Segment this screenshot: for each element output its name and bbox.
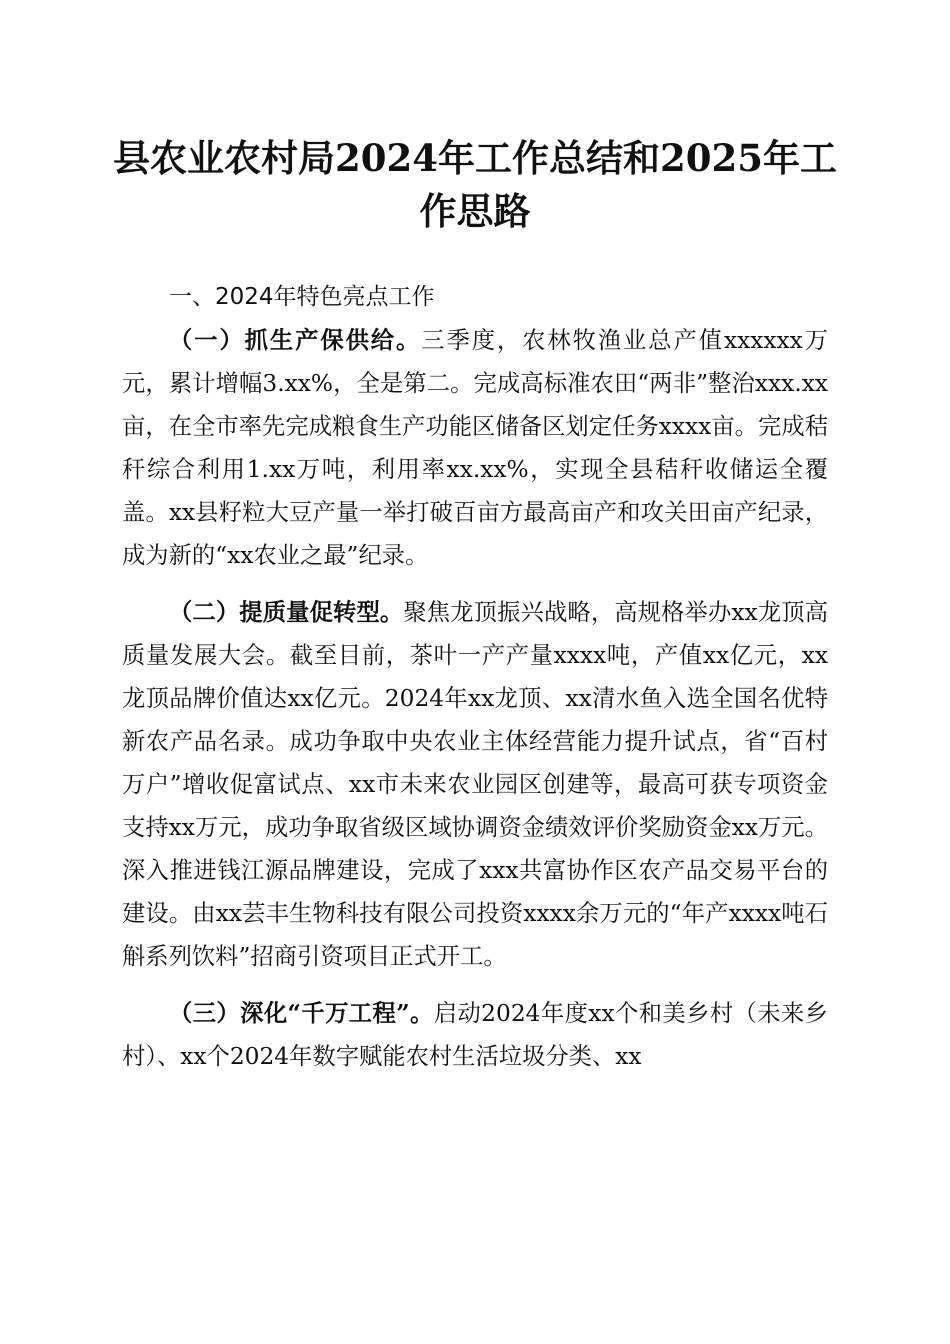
page-title: 县农业农村局2024年工作总结和2025年工作思路 (113, 136, 837, 233)
document-body (122, 276, 828, 1078)
paragraph-quality-transformation (122, 591, 828, 978)
paragraph-text: 聚焦龙顶振兴战略，高规格举办xx龙顶高质量发展大会。截至目前，茶叶一产产量xxxx吨，产值xx亿元，xx龙顶品牌价值达xx亿元。2024年xx龙顶、xx清水鱼入选全国名优特新农产品名录。成功争取中央农业主体经营能力提升试点，省“百村万户”增收促富试点、xx市未来农业园区创建等，最高可获专项资金支持xx万元，成功争取省级区域协调资金绩效评价奖励资金xx万元。深入推进钱江源品牌建设，完成了xxx共富协作区农产品交易平台的建设。由xx芸丰生物科技有限公司投资xxxx余万元的“年产xxxx吨石斛系列饮料”招商引资项目正式开工。 (122, 599, 828, 970)
paragraph-text: 三季度，农林牧渔业总产值xxxxxx万元，累计增幅3.xx%，全是第二。完成高标准农田“两非”整治xxx.xx亩，在全市率先完成粮食生产功能区储备区划定任务xxxx亩。完成秸秆综合利用1.xx万吨，利用率xx.xx%，实现全县秸秆收储运全覆盖。xx县籽粒大豆产量一举打破百亩方最高亩产和攻关田亩产纪录，成为新的“xx农业之最”纪录。 (122, 327, 828, 569)
section-heading: 一、2024年特色亮点工作 (169, 284, 435, 310)
paragraph-lead: （三）深化“千万工程”。 (169, 1000, 434, 1027)
paragraph-thousand-village-project (122, 992, 828, 1078)
paragraph-lead: （二）提质量促转型。 (169, 599, 404, 626)
paragraph-production-supply (122, 319, 828, 577)
paragraph-lead: （一）抓生产保供给。 (169, 327, 422, 354)
paragraph-text: 启动2024年度xx个和美乡村（未来乡村）、xx个2024年数字赋能农村生活垃圾分类、xx (122, 1000, 828, 1070)
